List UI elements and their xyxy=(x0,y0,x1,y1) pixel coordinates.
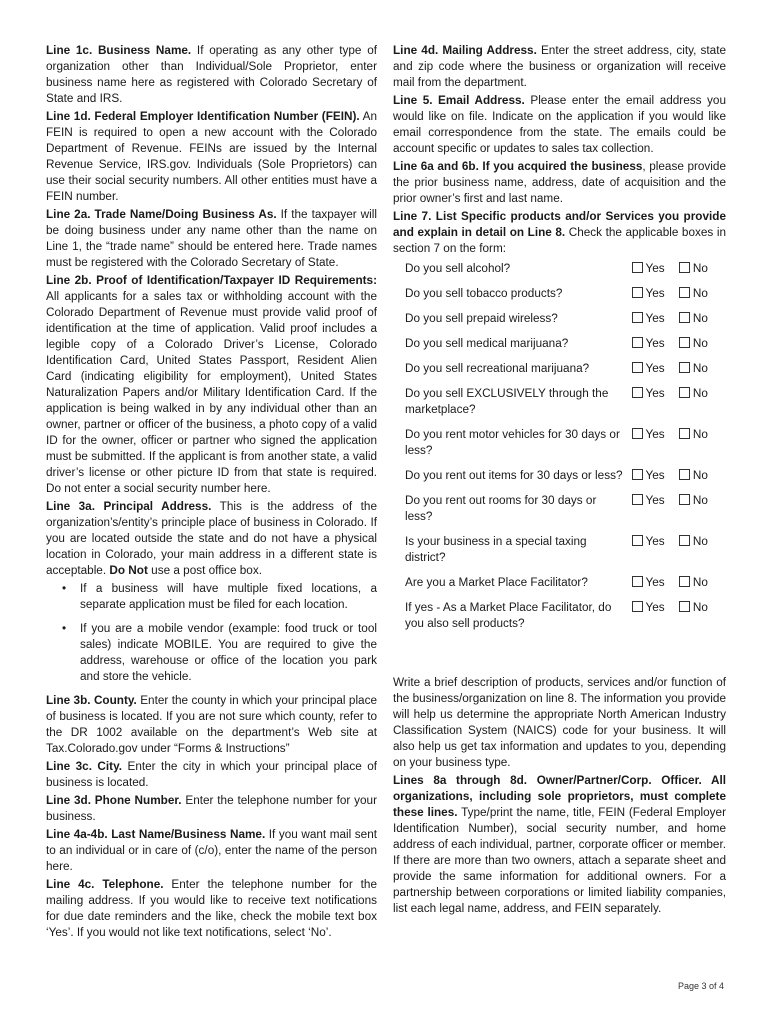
paragraph-text: If the taxpayer will be doing business under any name other than the name on Line 1, the “trade name” should be entered here. Trade names must be registered with the Colorado Secretary of State. xyxy=(46,208,377,269)
question-row xyxy=(393,534,726,575)
answer-no xyxy=(679,261,726,286)
paragraph-text: If operating as any other type of organization other than Individual/Sole Proprietor, enter business name here as registered with Colorado Secretary of State and IRS. xyxy=(46,44,377,105)
question-text: Are you a Market Place Facilitator? xyxy=(405,576,588,589)
no-checkbox[interactable] xyxy=(679,494,690,505)
no-checkbox[interactable] xyxy=(679,576,690,587)
answer-no xyxy=(679,534,726,575)
paragraph-text: Type/print the name, title, FEIN (Federal Employer Identification Number), social security number, and home address of each individual, partner, corporate officer or member. If there are more than two owners, attach a separate sheet and provide the same information for additional owners. For a partnership between corporations or limited liability companies, list each legal name, address, and FEIN separately. xyxy=(393,806,727,915)
left-paragraphs xyxy=(46,43,377,579)
question-text: Do you sell recreational marijuana? xyxy=(405,362,590,375)
no-label: No xyxy=(692,535,708,548)
yes-label: Yes xyxy=(645,601,665,614)
answer-no xyxy=(679,361,726,386)
yes-label: Yes xyxy=(645,469,665,482)
no-label: No xyxy=(692,494,708,507)
no-label: No xyxy=(692,576,708,589)
instruction-paragraph xyxy=(46,43,377,107)
paragraph-text: Check the applicable boxes in section 7 on the form: xyxy=(393,226,726,255)
answer-no xyxy=(679,386,726,427)
bullet-item xyxy=(62,621,377,685)
instruction-paragraph xyxy=(393,675,726,771)
question-row xyxy=(393,361,726,386)
paragraph-text: Please enter the email address you would like on file. Indicate on the application if you would like email correspondence from the state. The emails could be account specific or updates to sales tax collection. xyxy=(393,94,726,155)
question-text: Do you sell medical marijuana? xyxy=(405,337,569,350)
paragraph-text: This is the address of the organization’s/entity’s principle place of business in Colorado. If you are located outside the state and do not have a physical location in Colorado, your main address in a different state is acceptable. xyxy=(46,500,377,577)
yes-label: Yes xyxy=(645,337,665,350)
paragraph-text: Enter the city in which your principal place of business is located. xyxy=(46,760,377,789)
yes-label: Yes xyxy=(645,362,665,375)
yes-checkbox[interactable] xyxy=(632,337,643,348)
paragraph-heading: Line 4a-4b. Last Name/Business Name. xyxy=(46,828,266,841)
instruction-paragraph xyxy=(46,759,377,791)
question-text: Do you sell alcohol? xyxy=(405,262,511,275)
instruction-paragraph xyxy=(393,773,726,917)
no-checkbox[interactable] xyxy=(679,312,690,323)
answer-yes xyxy=(632,386,679,427)
paragraph-emphasis: Do Not xyxy=(109,564,148,577)
question-text: Do you rent out rooms for 30 days or less? xyxy=(405,494,597,523)
no-label: No xyxy=(692,601,708,614)
paragraph-heading: Line 4c. Telephone. xyxy=(46,878,164,891)
no-checkbox[interactable] xyxy=(679,535,690,546)
bullet-text: If a business will have multiple fixed locations, a separate application must be filed for each location. xyxy=(80,582,377,611)
question-text: Do you sell EXCLUSIVELY through the marketplace? xyxy=(405,387,609,416)
answer-yes xyxy=(632,261,679,286)
answer-yes xyxy=(632,427,679,468)
question-row xyxy=(393,493,726,534)
answer-yes xyxy=(632,311,679,336)
answer-no xyxy=(679,286,726,311)
yes-checkbox[interactable] xyxy=(632,312,643,323)
paragraph-text: Enter the telephone number for your business. xyxy=(46,794,377,823)
no-label: No xyxy=(692,312,708,325)
instruction-paragraph xyxy=(46,827,377,875)
yes-checkbox[interactable] xyxy=(632,428,643,439)
answer-yes xyxy=(632,336,679,361)
question-row xyxy=(393,575,726,600)
question-row xyxy=(393,468,726,493)
paragraph-heading: Line 1d. Federal Employer Identification Number (FEIN). xyxy=(46,110,360,123)
yes-checkbox[interactable] xyxy=(632,469,643,480)
yes-checkbox[interactable] xyxy=(632,601,643,612)
instruction-paragraph xyxy=(46,207,377,271)
no-label: No xyxy=(692,287,708,300)
paragraph-heading: Line 6a and 6b. If you acquired the business xyxy=(393,160,643,173)
yes-checkbox[interactable] xyxy=(632,362,643,373)
yes-label: Yes xyxy=(645,312,665,325)
bullet-item xyxy=(62,581,377,613)
paragraph-text: Write a brief description of products, services and/or function of the business/organization on line 8. The information you provide will help us determine the appropriate North American Industry Classification System (NAICS) code for your business. It will also help us get tax information and updates to you, depending on your business type. xyxy=(393,676,726,769)
paragraph-heading: Line 1c. Business Name. xyxy=(46,44,192,57)
yes-checkbox[interactable] xyxy=(632,287,643,298)
paragraph-text: All applicants for a sales tax or withholding account with the Colorado Department of Revenue must provide valid proof of identification at the time of application. Valid proof includes a legible copy of a Colorado Driver’s License, Colorado Identification Card, United States Passport, Resident Alien Card (indicating eligibility for employment), United States Naturalization Papers and/or Military Identification Card. If the application is being walked in by any individual other than an owner, partner or officer of the business, a photo copy of a valid ID for the owner, officer or partner who signed the application must be submitted. If the applicant is from another state, a valid driver’s license or other picture ID from that state is required. Do not enter a social security number here. xyxy=(46,290,377,495)
no-label: No xyxy=(692,428,708,441)
yes-checkbox[interactable] xyxy=(632,387,643,398)
left-column xyxy=(46,43,377,943)
yes-label: Yes xyxy=(645,287,665,300)
question-row xyxy=(393,261,726,286)
answer-yes xyxy=(632,493,679,534)
question-text: Is your business in a special taxing district? xyxy=(405,535,587,564)
left-paragraphs-continued xyxy=(46,693,377,941)
yes-checkbox[interactable] xyxy=(632,262,643,273)
answer-yes xyxy=(632,575,679,600)
instruction-paragraph xyxy=(46,877,377,941)
question-row xyxy=(393,427,726,468)
instruction-paragraph xyxy=(393,159,726,207)
question-row xyxy=(393,386,726,427)
paragraph-text: , please provide the prior business name, address, date of acquisition and the prior owner’s first and last name. xyxy=(393,160,726,205)
page-number: Page 3 of 4 xyxy=(677,981,724,991)
question-row xyxy=(393,336,726,361)
answer-yes xyxy=(632,600,679,641)
instruction-paragraph xyxy=(46,273,377,497)
question-text: Do you sell tobacco products? xyxy=(405,287,563,300)
instruction-paragraph xyxy=(393,209,726,257)
yes-checkbox[interactable] xyxy=(632,494,643,505)
no-label: No xyxy=(692,362,708,375)
paragraph-heading: Line 3d. Phone Number. xyxy=(46,794,182,807)
answer-yes xyxy=(632,286,679,311)
paragraph-heading: Lines 8a through 8d. Owner/Partner/Corp. Officer. All organizations, including sole proprietors, must complete these lines. xyxy=(393,774,726,819)
answer-no xyxy=(679,427,726,468)
question-row xyxy=(393,286,726,311)
instruction-paragraph xyxy=(46,499,377,579)
question-row xyxy=(393,600,726,641)
no-checkbox[interactable] xyxy=(679,428,690,439)
no-label: No xyxy=(692,337,708,350)
paragraph-heading: Line 4d. Mailing Address. xyxy=(393,44,537,57)
paragraph-text: Enter the county in which your principal place of business is located. If you are not sure which county, refer to the DR 1002 available on the department’s Web site at Tax.Colorado.gov under “Forms & Instructions” xyxy=(46,694,377,755)
yes-label: Yes xyxy=(645,262,665,275)
yes-label: Yes xyxy=(645,428,665,441)
bullet-text: If you are a mobile vendor (example: food truck or tool sales) indicate MOBILE. You are required to give the address, warehouse or office of the location you park and store the vehicle. xyxy=(80,622,377,683)
paragraph-text: If you want mail sent to an individual or in care of (c/o), enter the name of the person here. xyxy=(46,828,378,873)
no-label: No xyxy=(692,387,708,400)
answer-no xyxy=(679,311,726,336)
bullet-icon: • xyxy=(62,582,67,595)
no-checkbox[interactable] xyxy=(679,601,690,612)
question-text: If yes - As a Market Place Facilitator, do you also sell products? xyxy=(405,601,612,630)
no-checkbox[interactable] xyxy=(679,337,690,348)
no-checkbox[interactable] xyxy=(679,469,690,480)
answer-yes xyxy=(632,361,679,386)
paragraph-heading: Line 3a. Principal Address. xyxy=(46,500,212,513)
yes-label: Yes xyxy=(645,576,665,589)
instruction-paragraph xyxy=(393,43,726,91)
yes-checkbox[interactable] xyxy=(632,535,643,546)
instruction-paragraph xyxy=(393,93,726,157)
yes-checkbox[interactable] xyxy=(632,576,643,587)
no-label: No xyxy=(692,262,708,275)
paragraph-heading: Line 2a. Trade Name/Doing Business As. xyxy=(46,208,277,221)
no-checkbox[interactable] xyxy=(679,387,690,398)
no-checkbox[interactable] xyxy=(679,362,690,373)
bullet-icon: • xyxy=(62,622,67,635)
question-text: Do you sell prepaid wireless? xyxy=(405,312,558,325)
right-paragraphs-continued xyxy=(393,675,726,917)
paragraph-heading: Line 2b. Proof of Identification/Taxpayer ID Requirements: xyxy=(46,274,377,287)
no-label: No xyxy=(692,469,708,482)
yes-label: Yes xyxy=(645,387,665,400)
question-row xyxy=(393,311,726,336)
answer-no xyxy=(679,336,726,361)
paragraph-heading: Line 5. Email Address. xyxy=(393,94,525,107)
paragraph-heading: Line 7. List Specific products and/or Services you provide and explain in detail on Line 8. xyxy=(393,210,726,239)
answer-no xyxy=(679,575,726,600)
yes-label: Yes xyxy=(645,535,665,548)
instruction-paragraph xyxy=(46,793,377,825)
yes-label: Yes xyxy=(645,494,665,507)
answer-no xyxy=(679,600,726,641)
paragraph-heading: Line 3c. City. xyxy=(46,760,123,773)
paragraph-tail: use a post office box. xyxy=(147,564,262,577)
bullet-list xyxy=(46,581,377,685)
answer-yes xyxy=(632,534,679,575)
instruction-paragraph xyxy=(46,693,377,757)
right-paragraphs xyxy=(393,43,726,257)
paragraph-text: Enter the street address, city, state and zip code where the business or organization will receive mail from the department. xyxy=(393,44,726,89)
answer-yes xyxy=(632,468,679,493)
question-table xyxy=(393,261,726,641)
answer-no xyxy=(679,468,726,493)
no-checkbox[interactable] xyxy=(679,262,690,273)
paragraph-text: Enter the telephone number for the mailing address. If you would like to receive text notifications for due date reminders and the like, check the mobile text box ‘Yes’. If you would not like text notifications, select ‘No’. xyxy=(46,878,377,939)
question-text: Do you rent out items for 30 days or less? xyxy=(405,469,623,482)
right-column xyxy=(393,43,726,919)
instruction-paragraph xyxy=(46,109,377,205)
paragraph-text: An FEIN is required to open a new account with the Colorado Department of Revenue. FEINs are issued by the Internal Revenue Service, IRS.gov. Individuals (Sole Proprietors) can use their social security numbers. All other entities must have a FEIN number. xyxy=(46,110,377,203)
no-checkbox[interactable] xyxy=(679,287,690,298)
question-text: Do you rent motor vehicles for 30 days or less? xyxy=(405,428,620,457)
answer-no xyxy=(679,493,726,534)
paragraph-heading: Line 3b. County. xyxy=(46,694,137,707)
